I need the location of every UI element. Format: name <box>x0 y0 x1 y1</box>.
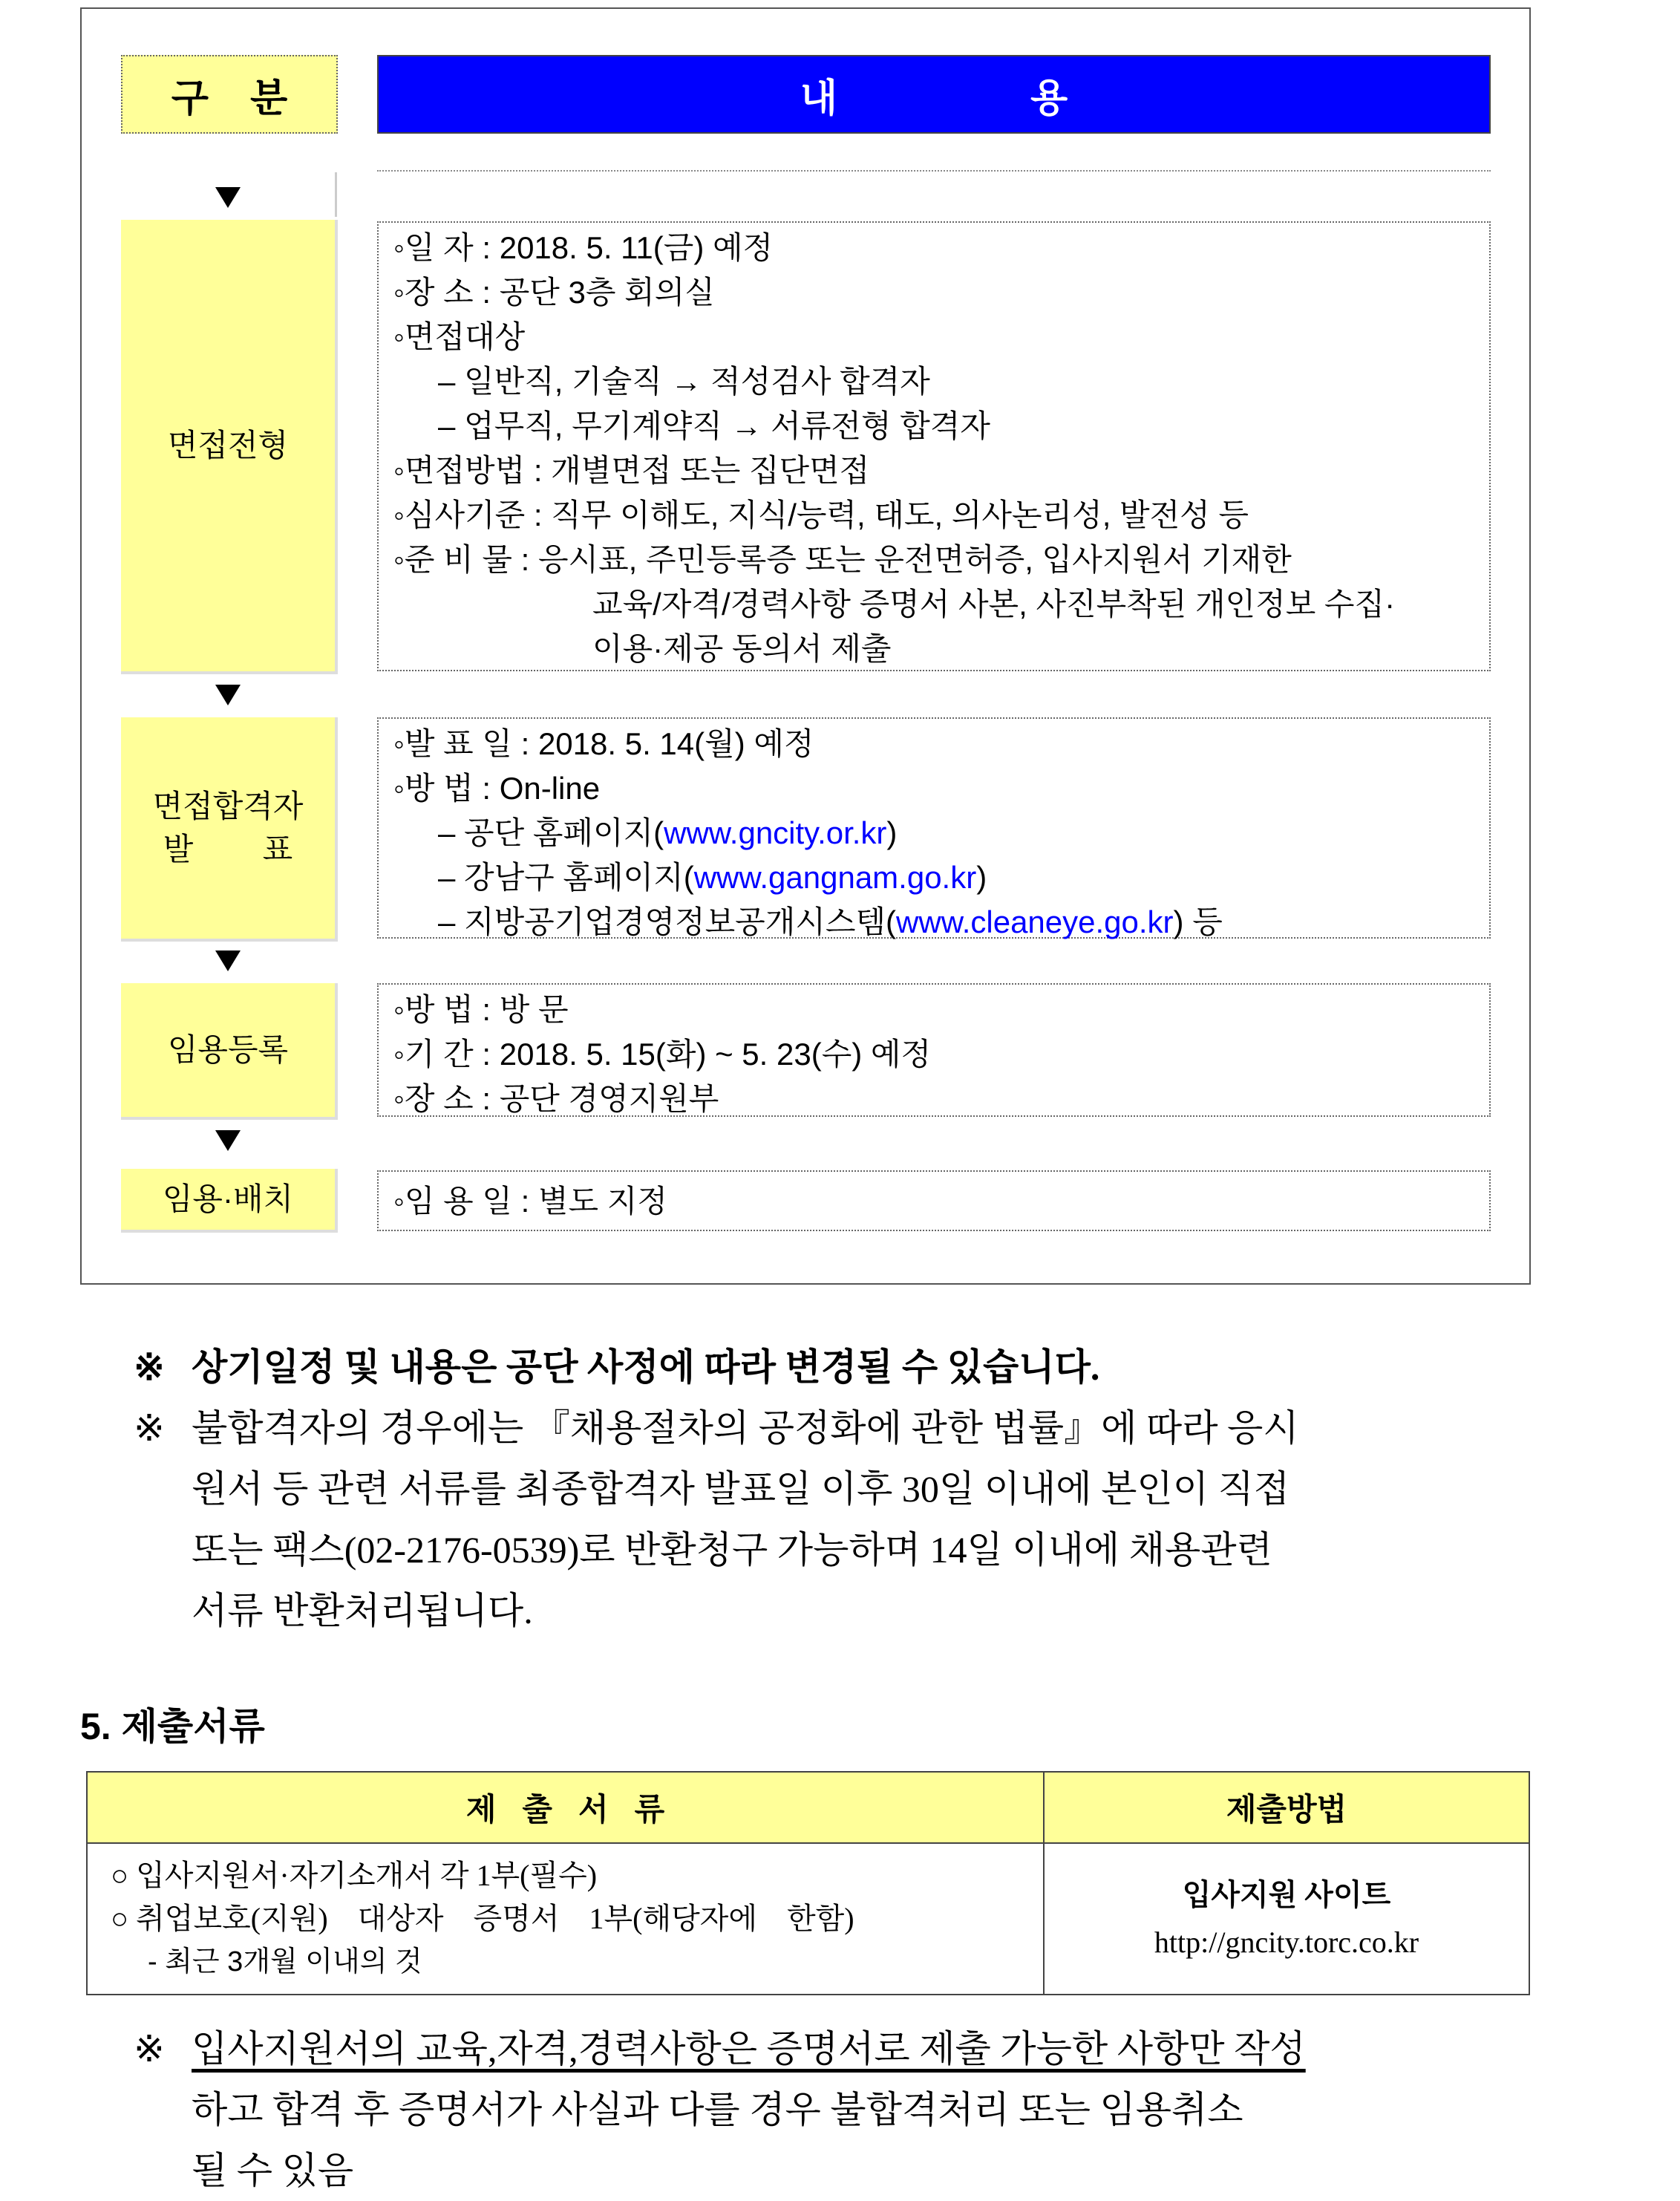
final-note <box>134 2018 1544 2201</box>
note-return: ※ 불합격자의 경우에는 『채용절차의 공정화에 관한 법률』에 따라 응시 <box>134 1398 1544 1458</box>
arrow-down-icon <box>215 187 241 208</box>
homepage-link[interactable]: www.gncity.or.kr <box>664 815 887 850</box>
col-method: 제출방법 <box>1044 1772 1529 1843</box>
note-return-line: 원서 등 관련 서류를 최종합격자 발표일 이후 30일 이내에 본인이 직접 <box>192 1468 1290 1510</box>
stage-box-registration <box>377 983 1491 1117</box>
stage-box-announcement <box>377 717 1491 939</box>
documents-cell <box>87 1843 1044 1995</box>
header-content <box>377 55 1491 134</box>
gangnam-link[interactable]: www.gangnam.go.kr <box>693 860 977 895</box>
detail-line: 이용·제공 동의서 제출 <box>592 631 892 666</box>
arrow-down-icon <box>215 685 241 705</box>
arrow-down-icon <box>215 950 241 971</box>
reference-mark: ※ <box>134 1407 165 1449</box>
note-return-line: 또는 팩스(02-2176-0539)로 반환청구 가능하며 14일 이내에 채용관련 <box>192 1529 1272 1571</box>
stage-box-interview <box>377 221 1491 671</box>
note-return-line: 서류 반환처리됩니다. <box>192 1590 533 1631</box>
document-item: ○ 취업보호(지원) 대상자 증명서 1부(해당자에 한함) <box>111 1902 854 1935</box>
detail-line: ◦임 용 일 : 별도 지정 <box>393 1184 667 1219</box>
document-item-note: - 최근 3개월 이내의 것 <box>148 1946 422 1977</box>
detail-line: ◦심사기준 : 직무 이해도, 지식/능력, 태도, 의사논리성, 발전성 등 <box>393 498 1249 532</box>
arrow-down-icon <box>215 1130 241 1151</box>
link-line: – 공단 홈페이지(www.gncity.or.kr) <box>438 815 898 850</box>
link-line: – 강남구 홈페이지(www.gangnam.go.kr) <box>438 860 987 895</box>
header-content-right: 용 <box>1030 76 1068 120</box>
table-row <box>87 1843 1529 1995</box>
detail-line: ◦방 법 : On-line <box>393 771 601 806</box>
final-note-line: 될 수 있음 <box>192 2150 354 2191</box>
stage-label-registration: 임용등록 <box>121 983 338 1120</box>
link-line: – 지방공기업경영정보공개시스템(www.cleaneye.go.kr) 등 <box>438 904 1223 939</box>
stage-label-line: 발 표 <box>163 832 293 867</box>
detail-line: ◦준 비 물 : 응시표, 주민등록증 또는 운전면허증, 입사지원서 기재한 <box>393 542 1292 577</box>
detail-line: – 업무직, 무기계약직 → 서류전형 합격자 <box>438 408 990 443</box>
section-title: 5. 제출서류 <box>80 1706 265 1747</box>
header-content-left: 내 <box>800 76 837 120</box>
detail-line: ◦방 법 : 방 문 <box>393 992 569 1027</box>
divider <box>335 172 337 217</box>
col-documents: 제 출 서 류 <box>87 1772 1044 1843</box>
notes <box>134 1337 1544 1641</box>
detail-line: ◦장 소 : 공단 3층 회의실 <box>393 275 715 310</box>
note-schedule: ※ 상기일정 및 내용은 공단 사정에 따라 변경될 수 있습니다. <box>134 1337 1544 1398</box>
documents-table <box>86 1771 1530 1995</box>
detail-line: ◦일 자 : 2018. 5. 11(금) 예정 <box>393 230 774 265</box>
cleaneye-link[interactable]: www.cleaneye.go.kr <box>896 904 1174 939</box>
final-note-line: ※ 입사지원서의 교육,자격,경력사항은 증명서로 제출 가능한 사항만 작성 <box>134 2018 1544 2079</box>
divider <box>377 170 1491 172</box>
detail-line: – 일반직, 기술직 → 적성검사 합격자 <box>438 364 930 399</box>
method-title: 입사지원 사이트 <box>1182 1878 1391 1911</box>
stage-label-announcement <box>121 717 338 942</box>
detail-line: ◦발 표 일 : 2018. 5. 14(월) 예정 <box>393 726 814 761</box>
stage-label-line: 면접합격자 <box>152 789 304 824</box>
stage-label-interview: 면접전형 <box>121 220 338 674</box>
detail-line: ◦면접대상 <box>393 319 526 354</box>
detail-line: 교육/자격/경력사항 증명서 사본, 사진부착된 개인정보 수집· <box>592 587 1396 622</box>
detail-line: ◦장 소 : 공단 경영지원부 <box>393 1081 719 1116</box>
stage-label-placement: 임용·배치 <box>121 1169 338 1233</box>
header-category: 구분 <box>121 55 338 134</box>
document-item: ○ 입사지원서·자기소개서 각 1부(필수) <box>111 1859 598 1892</box>
table-header-row <box>87 1772 1529 1843</box>
final-note-line: 하고 합격 후 증명서가 사실과 다를 경우 불합격처리 또는 임용취소 <box>192 2089 1243 2130</box>
reference-mark: ※ <box>134 1346 165 1388</box>
detail-line: ◦기 간 : 2018. 5. 15(화) ~ 5. 23(수) 예정 <box>393 1037 932 1072</box>
reference-mark: ※ <box>134 2028 165 2070</box>
method-cell <box>1044 1843 1529 1995</box>
detail-line: ◦면접방법 : 개별면접 또는 집단면접 <box>393 453 870 488</box>
method-url[interactable]: http://gncity.torc.co.kr <box>1154 1926 1419 1959</box>
stage-box-placement <box>377 1170 1491 1231</box>
